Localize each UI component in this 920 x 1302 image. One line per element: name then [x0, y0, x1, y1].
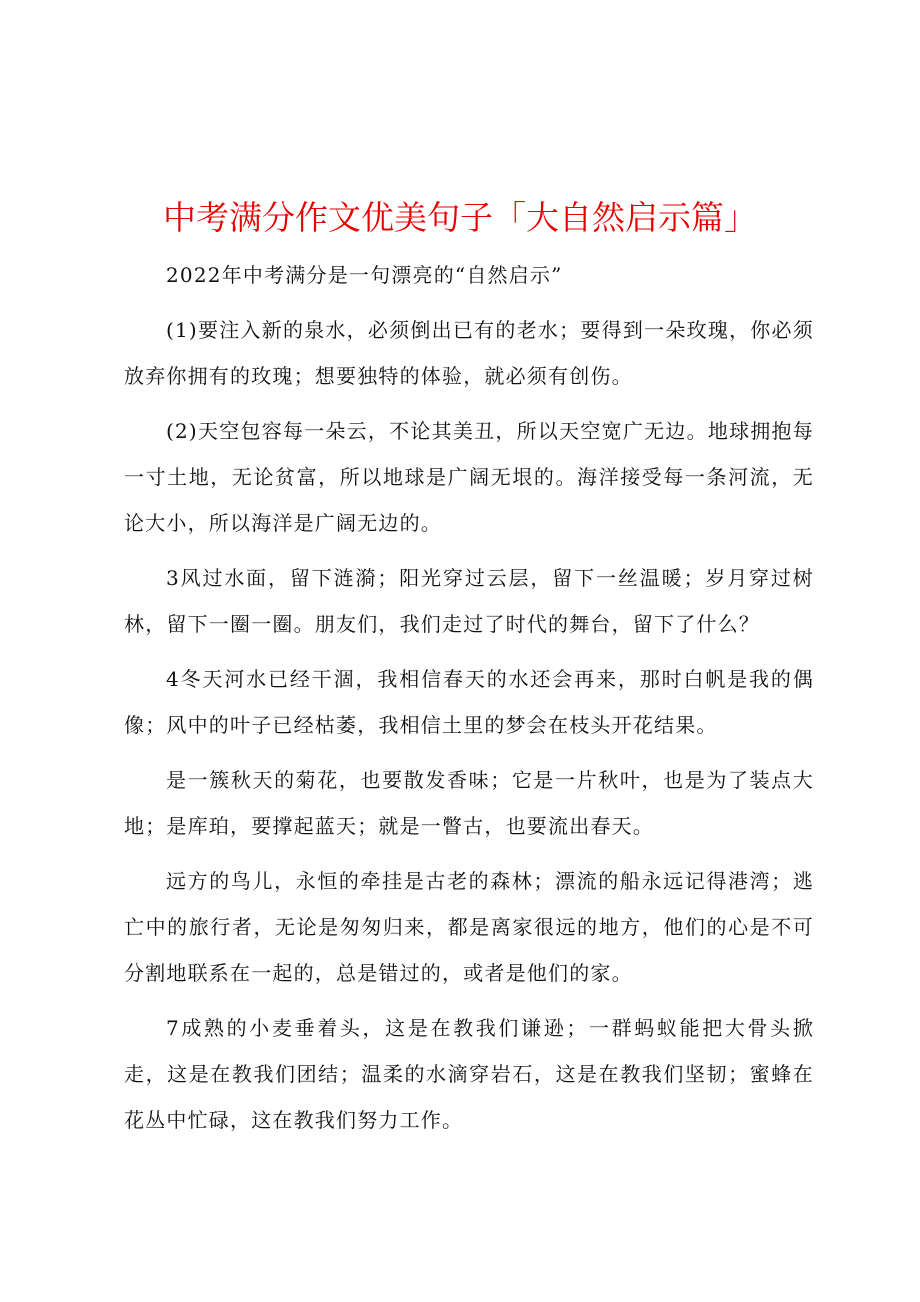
paragraph-1: (1)要注入新的泉水，必须倒出已有的老水；要得到一朵玫瑰，你必须放弃你拥有的玫瑰；想要独特的体验，就必须有创伤。 — [124, 318, 814, 388]
paragraph-7: 7成熟的小麦垂着头，这是在教我们谦逊；一群蚂蚁能把大骨头掀走，这是在教我们团结；温柔的水滴穿岩石，这是在教我们坚韧；蜜蜂在花丛中忙碌，这在教我们努力工作。 — [124, 1016, 814, 1132]
paragraph-intro: 2022年中考满分是一句漂亮的“自然启示” — [166, 263, 563, 287]
paragraph-6: 远方的鸟儿，永恒的牵挂是古老的森林；漂流的船永远记得港湾；逃亡中的旅行者，无论是匆匆归来，都是离家很远的地方，他们的心是不可分割地联系在一起的，总是错过的，或者是他们的家。 — [124, 869, 814, 985]
paragraph-2: (2)天空包容每一朵云，不论其美丑，所以天空宽广无边。地球拥抱每一寸土地，无论贫富，所以地球是广阔无垠的。海洋接受每一条河流，无论大小，所以海洋是广阔无边的。 — [124, 419, 814, 535]
paragraph-5: 是一簇秋天的菊花，也要散发香味；它是一片秋叶，也是为了装点大地；是库珀，要撑起蓝天；就是一瞥古，也要流出春天。 — [124, 768, 814, 838]
paragraph-3: 3风过水面，留下涟漪；阳光穿过云层，留下一丝温暖；岁月穿过树林，留下一圈一圈。朋友们，我们走过了时代的舞台，留下了什么？ — [124, 566, 814, 636]
paragraph-4: 4冬天河水已经干涸，我相信春天的水还会再来，那时白帆是我的偶像；风中的叶子已经枯萎，我相信土里的梦会在枝头开花结果。 — [124, 667, 814, 737]
document-body — [124, 252, 814, 1152]
document-title: 中考满分作文优美句子「大自然启示篇」 — [163, 198, 757, 237]
